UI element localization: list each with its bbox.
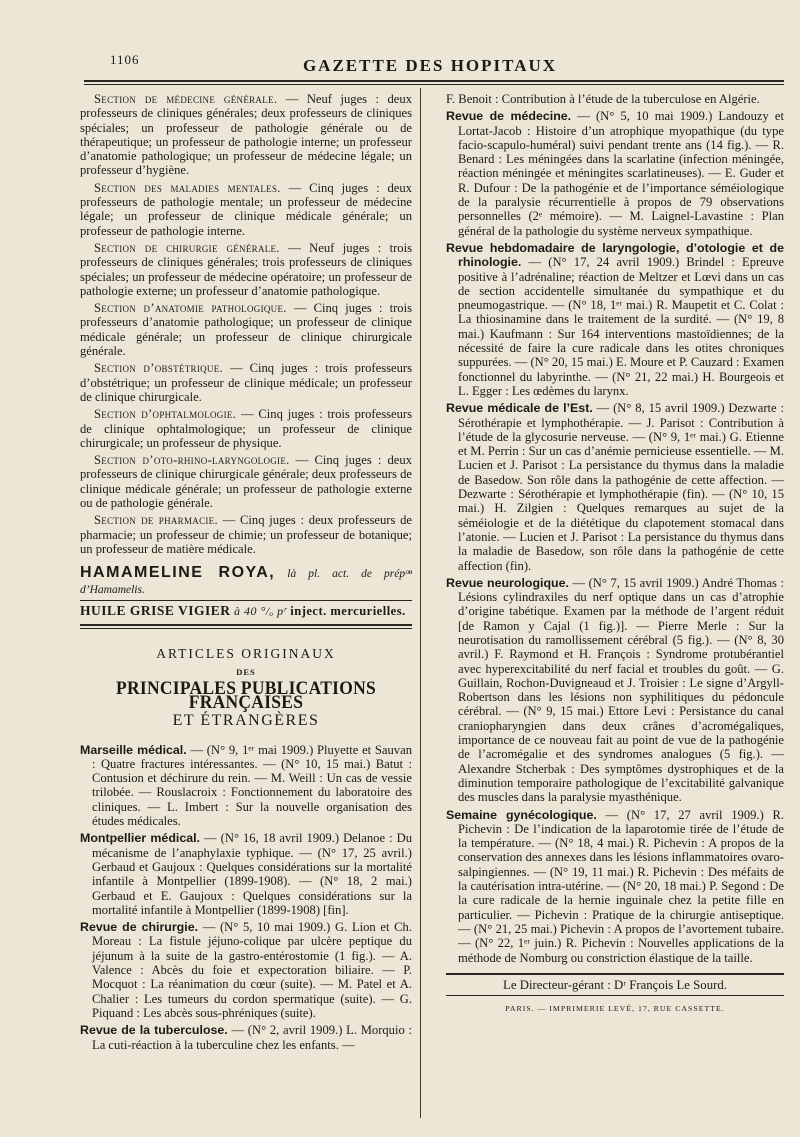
journal-entry: [80, 1023, 412, 1052]
section-text: — Cinq juges : deux professeurs de pathologie mentale; un professeur de médecine légale; un professeur de clinique médicale générale; un professeur de pathologie interne.: [80, 180, 412, 238]
ad-hamameline-name: HAMAMELINE ROYA,: [80, 564, 276, 582]
column-divider: [420, 88, 421, 1118]
journal-title: Revue neurologique.: [446, 575, 569, 590]
advertisement-hamameline: [80, 566, 412, 597]
journal-title: Revue de chirurgie.: [80, 920, 199, 935]
ad-huile-tail: inject. mercurielles.: [290, 603, 406, 618]
journal-contents: — (N° 8, 15 avril 1909.) Dezwarte : Sérothérapie et lymphothérapie. — J. Parisot : Contribution à l’étude de la glycosurie nerveuse. — (N° 9, 1ᵉʳ mai.) G. Etienne et M. Perrin : Sur un cas d’anémie pernicieuse essentielle. — M. Lucien et J. Parisot : La persistance du thymus dans la maladie de Basedow. Son rôle dans la pathogénie de cette affection. — Dezwarte : Sérothérapie et lymphothérapie (fin). — (N° 10, 15 mai.) H. Zilgien : Quelques remarques au sujet de la séméiologie et de la diététique du clapotement stomacal dans l’atonie. — Lucien et J. Parisot : La persistance du thymus dans la maladie de Basedow, son rôle dans la pathogénie de cette affection (fin).: [458, 401, 785, 573]
section-text: — Cinq juges : trois professeurs d’anatomie pathologique; un professeur de clinique médicale générale; un professeur de clinique chirurgicale générale.: [80, 301, 412, 359]
header-rule: [84, 80, 784, 82]
section-text: — Cinq juges : deux professeurs de clinique chirurgicale générale; deux professeurs de clinique médicale générale; un professeur de pathologie externe ou de pathologie générale.: [80, 453, 412, 511]
ad-hamameline-detail: là pl. act. de prépᵒⁿ d’Hamamelis.: [80, 568, 413, 596]
page-number: 1106: [110, 52, 140, 67]
journal-title: Semaine gynécologique.: [446, 807, 597, 822]
running-title: GAZETTE DES HOPITAUX: [302, 56, 558, 75]
section-name: Section de chirurgie générale.: [94, 240, 280, 255]
jury-section: [80, 301, 412, 358]
header-rule-thin: [84, 84, 784, 85]
section-divider: [80, 624, 412, 629]
ad-huile-name: HUILE GRISE VIGIER: [80, 602, 231, 618]
journal-contents: — (N° 17, 27 avril 1909.) R. Pichevin : De l’indication de la laparotomie tirée de l’étude de la température. — (N° 18, 4 mai.) R. Pichevin : A propos de la conservation des annexes dans les lésions inflammatoires ovaro-salpingiennes. — (N° 19, 11 mai.) R. Pichevin : Des méfaits de la cautérisation intra-utérine. — (N° 20, 18 mai.) P. Segond : De la cure radicale de la hernie inguinale chez la petite fille en particulier. — Pichevin : Pratique de la chirurgie antiseptique. — (N° 21, 25 mai.) Pichevin : A propos de l’avortement tubaire. — (N° 22, 1ᵉʳ juin.) R. Pichevin : Nouvelles applications de la méthode de Nomburg ou constriction élastique de la taille.: [458, 807, 784, 965]
articles-main-title: PRINCIPALES PUBLICATIONS FRANÇAISES: [116, 677, 376, 713]
continuation-text: F. Benoit : Contribution à l’étude de la tuberculose en Algérie.: [446, 92, 760, 106]
section-name: Section d’anatomie pathologique.: [94, 301, 287, 316]
ad-divider: [80, 600, 412, 601]
advertisement-huile-grise: [80, 604, 412, 618]
articles-subtitle: ET ÉTRANGÈRES: [172, 712, 320, 730]
journal-title: Revue de médecine.: [446, 109, 572, 124]
journal-entry: [80, 920, 412, 1020]
jury-section: [80, 241, 412, 298]
jury-section: [80, 513, 412, 556]
section-name: Section de pharmacie.: [94, 513, 218, 528]
section-text: — Neuf juges : deux professeurs de cliniques générales; deux professeurs de cliniques spéciales; un professeur de pathologie générale ou de thérapeutique; un professeur de pathologie interne; un professeur d’anatomie pathologique; un professeur de médecine légale; un professeur d’hygiène.: [80, 92, 412, 178]
journal-entry: [446, 109, 784, 238]
section-name: Section d’ophtalmologie.: [94, 407, 237, 422]
right-journal-entries: [446, 109, 784, 965]
right-column: [446, 92, 784, 1016]
journal-contents: — (N° 9, 1ᵉʳ mai 1909.) Pluyette et Sauvan : Quatre fractures intéressantes. — (N° 10, 15 mai.) Batut : Contusion et déchirure du rein. — M. Weill : Un cas de vessie trilobée. — Rouslacroix : Fonctionnement du laboratoire des cliniques. — L. Imbert : Sur la nouvelle organisation des études médicales.: [92, 742, 412, 829]
journal-entry: [80, 831, 412, 917]
journal-contents: — (N° 7, 15 avril 1909.) André Thomas : Lésions cylindraxiles du nerf optique dans un cas d’atrophie d’origine tabétique. Examen par la méthode de l’argent réduit [de Ramon y Cajal (1 fig.)]. — Pierre Merle : Sur la neurotisation du ramollissement cérébral (5 fig.). — (N° 8, 30 avril.) F. Raymond et H. François : Syndrome protubérantiel avec hyperexcitabilité du nerf facial et troubles du goût. — G. Guillain, Rochon-Duvigneaud et J. Troisier : Le signe d’Argyll-Robertson dans les lésions non syphilitiques du pédoncule cérébral. — (N° 9, 15 mai.) Ettore Levi : Persistance du canal craniopharyngien dans deux crânes d’acromégaliques, importance de ce nouveau fait au point de vue de la pathogénie de l’acromégalie et des syndromes analogues (5 fig.). — Alexandre Stcherbak : Des symptômes dystrophiques et de la diminution temporaire pathologique de l’excitabilité galvanique des muscles dans la paralysie myasthénique.: [458, 575, 784, 805]
articles-des: DES: [236, 667, 256, 678]
section-name: Section des maladies mentales.: [94, 180, 281, 195]
section-name: Section d’oto-rhino-laryngologie.: [94, 453, 290, 468]
journal-title: Montpellier médical.: [80, 831, 200, 846]
journal-entry: [80, 743, 412, 829]
section-text: — Cinq juges : deux professeurs de pharmacie; un professeur de chimie; un professeur de botanique; un professeur de matière médicale.: [80, 513, 412, 556]
journal-contents: — (N° 17, 24 avril 1909.) Brindel : Epreuve positive à l’adrénaline; réaction de Meltzer et Lœvi dans un cas de section accidentelle simultanée du sympathique et du pneumogastrique. — (N° 18, 1ᵉʳ mai.) R. Maupetit et C. Colat : La thiosinamine dans le traitement de la surdité. — (N° 19, 8 mai.) Kaufmann : Sur 164 interventions mastoïdiennes; de la nécessité de faire la cure radicale dans les otites chroniques suppurées. — (N° 20, 15 mai.) E. Moure et P. Cauzard : Examen fonctionnel du labyrinthe. — (N° 21, 22 mai.) H. Bourgeois et L. Egger : Les œdèmes du larynx.: [458, 255, 784, 398]
journal-entry: [446, 576, 784, 805]
section-name: Section de médecine générale.: [94, 92, 278, 106]
journal-title: Marseille médical.: [80, 742, 187, 757]
section-text: — Cinq juges : trois professeurs d’obstétrique; un professeur de clinique médicale; un professeur de clinique chirurgicale.: [80, 361, 412, 404]
articles-heading: ARTICLES ORIGINAUX: [156, 646, 336, 662]
journal-entry: [446, 401, 784, 573]
jury-section: [80, 453, 412, 510]
director-signature: Le Directeur-gérant : Dʳ François Le Sourd.: [446, 973, 784, 996]
printer-imprint: PARIS. — IMPRIMERIE LEVÉ, 17, RUE CASSETTE.: [505, 1004, 725, 1014]
ad-huile-detail: à 40 °/ₒ pʳ: [230, 603, 291, 618]
section-text: — Cinq juges : trois professeurs de clinique ophtalmologique; un professeur de clinique chirurgicale; un professeur de physique.: [80, 407, 412, 450]
journal-contents: — (N° 2, avril 1909.) L. Morquio : La cuti-réaction à la tuberculine chez les enfants. —: [92, 1023, 413, 1052]
journal-contents: — (N° 5, 10 mai 1909.) G. Lion et Ch. Moreau : La fistule jéjuno-colique par ulcère peptique du jéjunum à la suite de la gastro-entérostomie (1 fig.). — A. Valence : Abcès du foie et expectoration biliaire. — P. Mocquot : La réanimation du cœur (suite). — M. Patel et A. Chalier : Les tumeurs du cordon spermatique (suite). — G. Piquand : Les abcès sous-phréniques (suite).: [92, 920, 412, 1020]
journal-title: Revue hebdomadaire de laryngologie, d’otologie et de rhinologie.: [446, 240, 784, 270]
jury-section: [80, 361, 412, 404]
left-column: [80, 92, 412, 1055]
journal-contents: — (N° 5, 10 mai 1909.) Landouzy et Lortat-Jacob : Histoire d’un atrophique myopathique (du type facio-scapulo-huméral) suivi pendant trente ans (14 fig.). — R. Benard : Les méningées dans la scarlatine (infection méningée, réaction méningée et méningites scarlatineuses). — E. Guder et R. Dufour : De la pathogénie et de l’importance séméiologique de la paralysie récurrentielle à propos de 79 observations personnelles (2ᵉ mémoire). — M. Laignel-Lavastine : Plan général de la pathologie du système nerveux sympathique.: [458, 109, 784, 238]
left-journal-entries: [80, 743, 412, 1052]
journal-title: Revue de la tuberculose.: [80, 1023, 228, 1038]
journal-title: Revue médicale de l’Est.: [446, 401, 593, 416]
journal-entry: [446, 241, 784, 398]
jury-section: [80, 181, 412, 238]
journal-contents: — (N° 16, 18 avril 1909.) Delanoe : Du mécanisme de l’anaphylaxie typhique. — (N° 17, 25 avril.) Gerbaud et Gaujoux : Quelques considérations sur la mortalité infantile à Montpellier (1899-1908). — (N° 18, 2 mai.) Gerbaud et E. Gaujoux : Quelques considérations sur la mortalité infantile à Montpellier (1899-1908) [fin].: [92, 831, 412, 917]
section-text: — Neuf juges : trois professeurs de cliniques générales; trois professeurs de cliniques spéciales; un professeur de médecine opératoire; un professeur de pathologie externe; un professeur d’anatomie pathologique.: [80, 240, 412, 298]
jury-section: [80, 92, 412, 178]
section-name: Section d’obstétrique.: [94, 361, 223, 376]
jury-section: [80, 407, 412, 450]
journal-entry: [446, 808, 784, 965]
jury-sections: [80, 92, 412, 556]
